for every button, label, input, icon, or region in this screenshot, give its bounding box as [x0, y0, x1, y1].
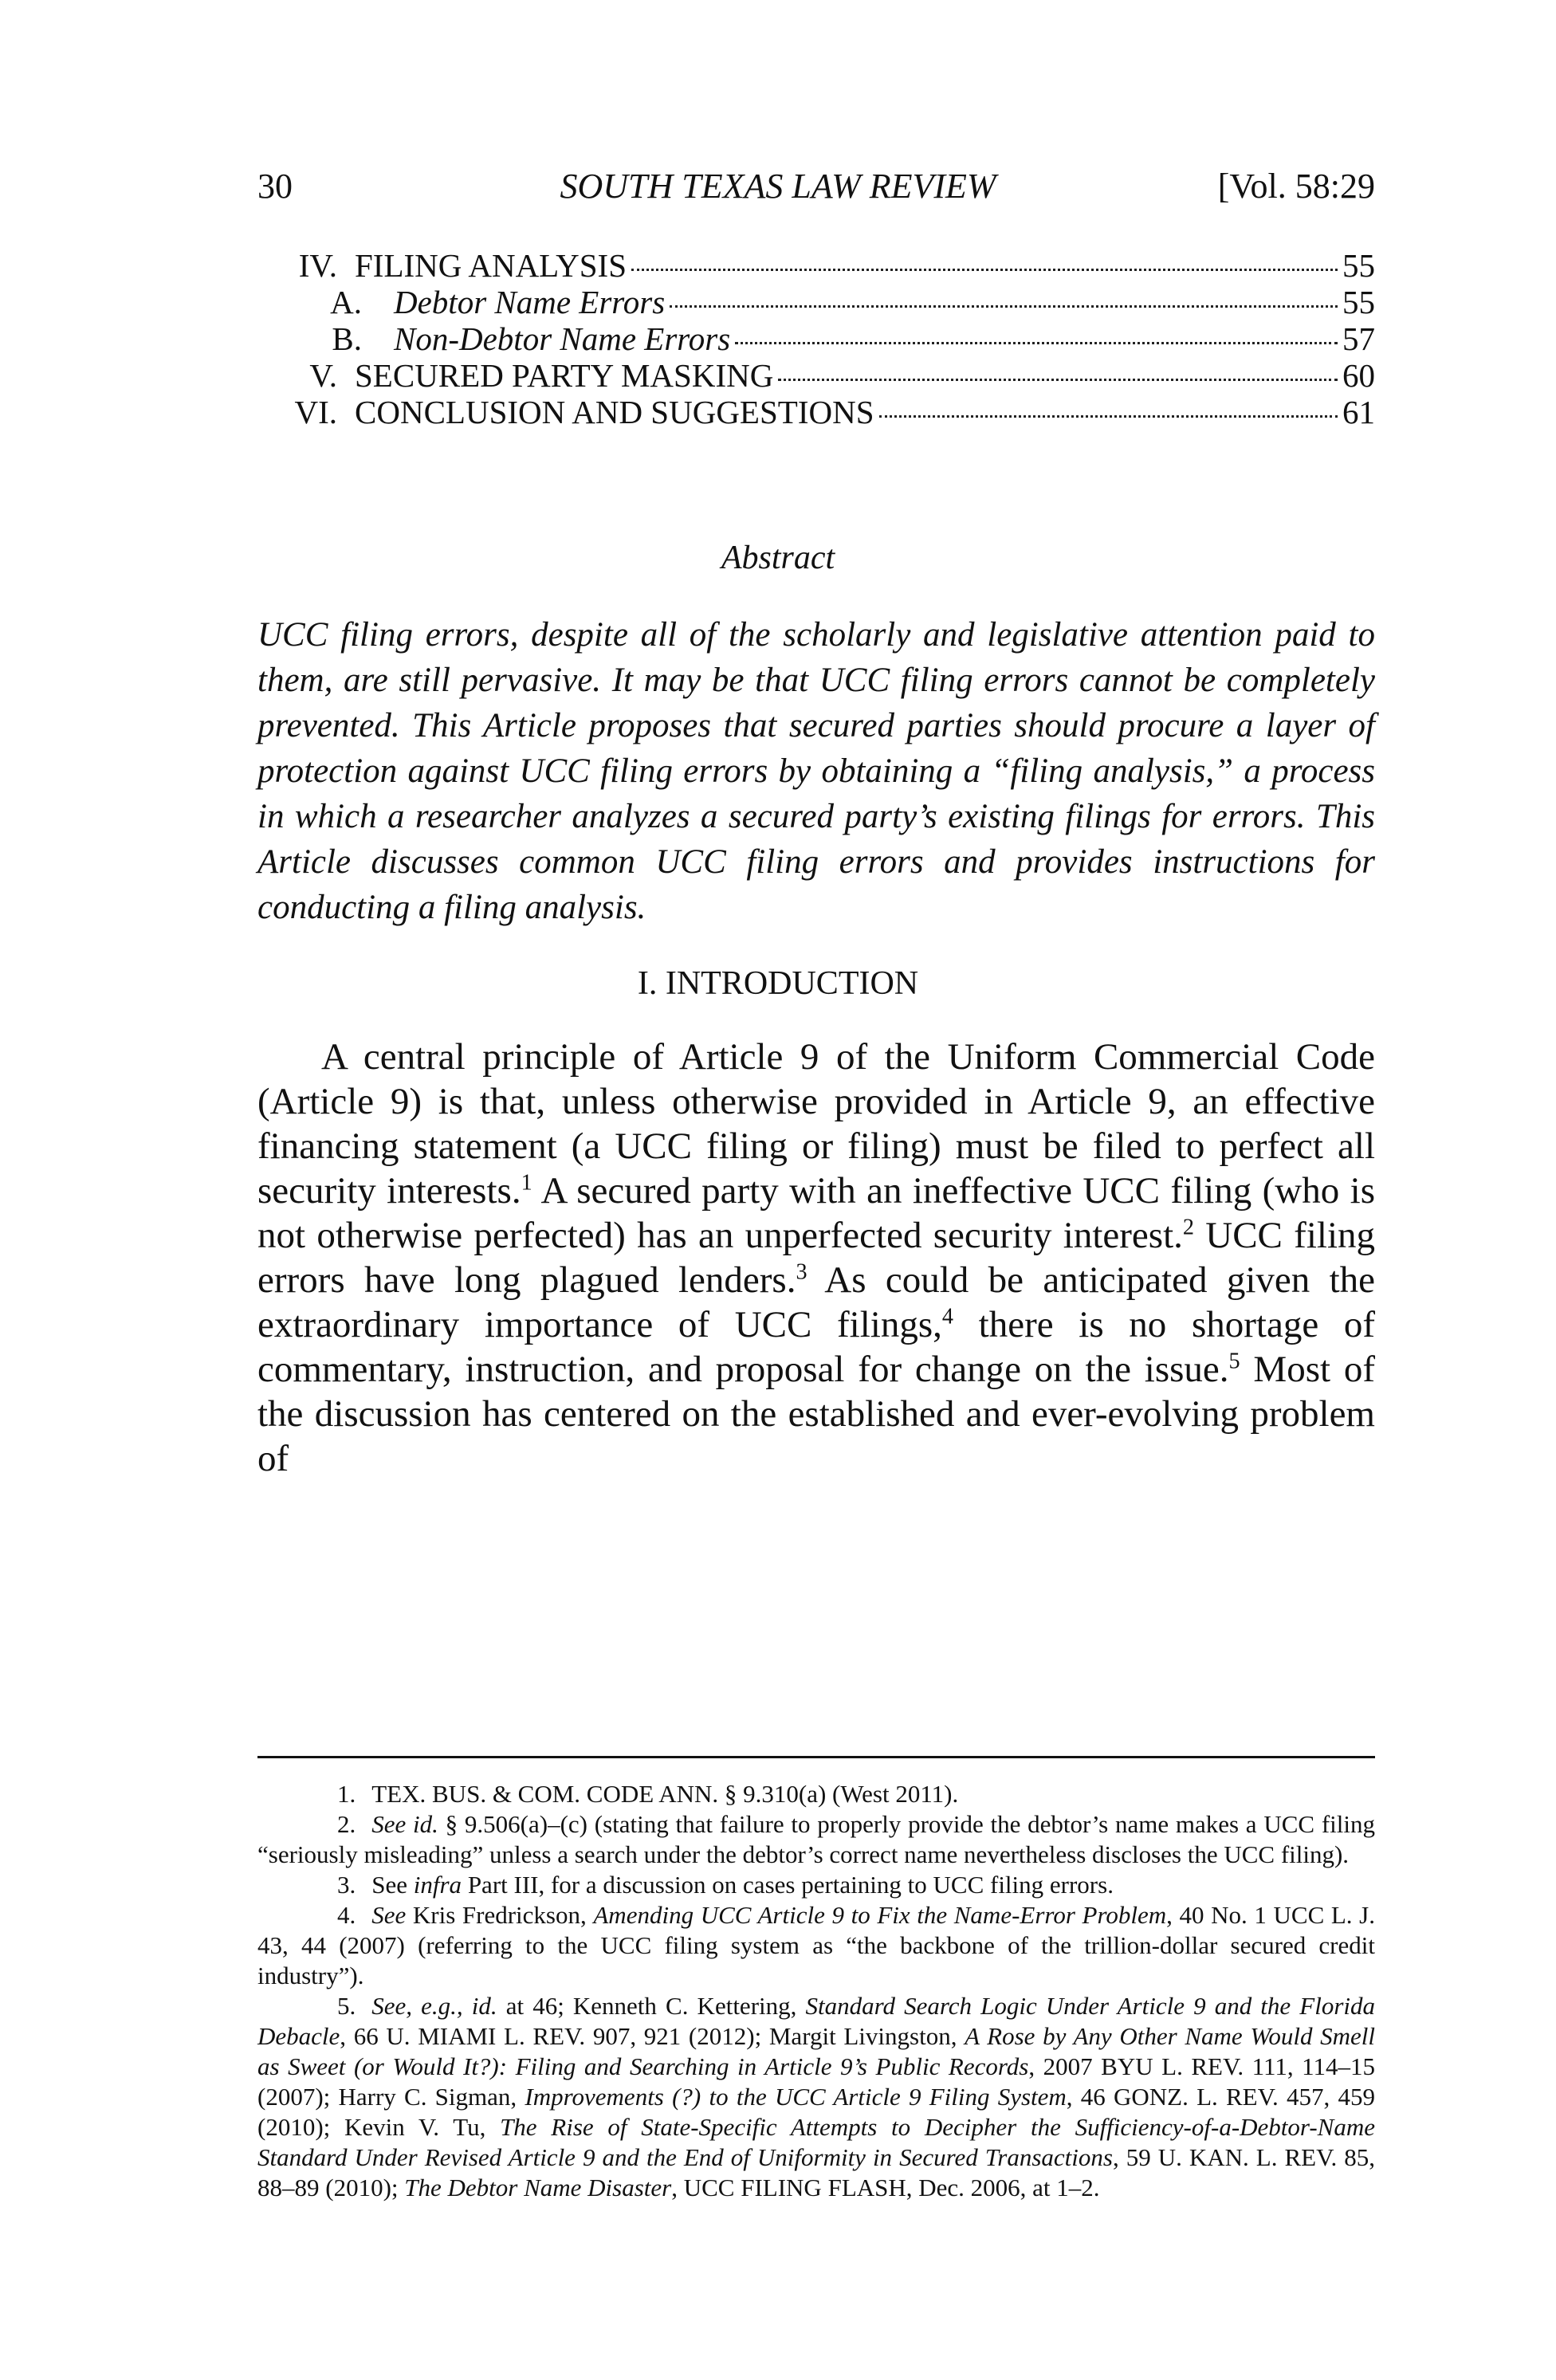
footnote-text: Kris Fredrickson, [406, 1901, 594, 1929]
toc-entry [257, 357, 1375, 394]
footnote-text: , 59 U. KAN. L. REV. 85, 88–89 (2010); [257, 2143, 1375, 2201]
page-number: 30 [257, 167, 293, 206]
section-heading-introduction: I. INTRODUCTION [637, 965, 919, 1002]
footnote-number: 4. [337, 1901, 356, 1929]
paragraph-text: Most of the discussion has centered on the established and ever-evolving problem of [257, 1349, 1376, 1479]
toc-entry-title: Debtor Name Errors [394, 284, 666, 320]
toc-entry-number: B. [332, 320, 362, 357]
paragraph-text: UCC filing errors have long plagued lenders. [257, 1215, 1376, 1301]
footnote-reference: 3 [796, 1259, 807, 1285]
footnote-text: Part III, for a discussion on cases pertaining to UCC filing errors. [462, 1871, 1114, 1899]
footnote-number: 1. [337, 1780, 356, 1808]
volume-citation: [Vol. 58:29 [1217, 167, 1375, 206]
paragraph-text: As could be anticipated given the extraordinary importance of UCC filings, [257, 1259, 1375, 1345]
footnote-text: See id. [371, 1810, 438, 1838]
toc-dot-leader [631, 269, 1338, 271]
footnote-number: 2. [337, 1810, 356, 1838]
footnotes [257, 1779, 1375, 2203]
footnote-text: The Rise of State-Specific Attempts to Decipher the Sufficiency-of-a-Debtor-Name Standard Under Revised Article 9 and the End of Uniformity in Secured Transactions [257, 2113, 1375, 2171]
introduction-paragraph [257, 1035, 1375, 1481]
footnote-number: 5. [337, 1992, 356, 2020]
footnote-text: , 40 No. 1 UCC L. J. 43, 44 (2007) (referring to the UCC filing system as “the backbone of the trillion-dollar secured credit industry”). [257, 1901, 1375, 1989]
toc-entry-page: 61 [1342, 394, 1375, 430]
paragraph-text: there is no shortage of commentary, instruction, and proposal for change on the issue. [257, 1304, 1376, 1390]
footnote [257, 1870, 1375, 1900]
toc-entry-title: Non-Debtor Name Errors [394, 320, 731, 357]
footnote [257, 1991, 1375, 2203]
toc-entry [257, 284, 1375, 320]
footnote-text: Improvements (?) to the UCC Article 9 Filing System [525, 2083, 1067, 2111]
toc-dot-leader [778, 379, 1338, 381]
running-header [0, 166, 1556, 210]
toc-entry-number: V. [309, 357, 337, 394]
toc-entry [257, 320, 1375, 357]
footnote-text: , 66 U. MIAMI L. REV. 907, 921 (2012); Margit Livingston, [340, 2022, 965, 2050]
footnote-text: , 46 GONZ. L. REV. 457, 459 (2010); Kevin V. Tu, [257, 2083, 1375, 2141]
footnote-text: See [371, 1901, 407, 1929]
footnote-reference: 5 [1228, 1349, 1240, 1374]
toc-entry-page: 60 [1342, 357, 1375, 394]
toc-dot-leader [670, 305, 1338, 308]
toc-entry-number: A. [330, 284, 362, 320]
footnote-text: See, e.g., id. [371, 1992, 497, 2020]
toc-entry-page: 57 [1342, 320, 1375, 357]
abstract-heading: Abstract [721, 540, 835, 576]
footnote-reference: 1 [521, 1170, 532, 1196]
toc-entry-page: 55 [1342, 247, 1375, 284]
footnote-divider [257, 1756, 1375, 1758]
toc-entry-title: CONCLUSION AND SUGGESTIONS [355, 394, 874, 430]
footnote-number: 3. [337, 1871, 356, 1899]
toc-dot-leader [879, 415, 1338, 418]
abstract-text: UCC filing errors, despite all of the scholarly and legislative attention paid to them, are still pervasive. It may be that UCC filing errors cannot be completely prevented. This Article proposes that secured parties should procure a layer of protection against UCC filing errors by obtaining a “filing analysis,” a process in which a researcher analyzes a secured party’s existing filings for errors. This Article discusses common UCC filing errors and provides instructions for conducting a filing analysis. [257, 616, 1375, 926]
toc-entry-number: VI. [294, 394, 337, 430]
footnote-text: See [371, 1871, 414, 1899]
toc-entry-page: 55 [1342, 284, 1375, 320]
footnote-text: A Rose by Any Other Name Would Smell as Sweet (or Would It?): Filing and Searching in Article 9’s Public Records [257, 2022, 1375, 2080]
footnote [257, 1900, 1375, 1991]
footnote [257, 1779, 1375, 1809]
footnote-text: infra [413, 1871, 462, 1899]
toc-entry-title: FILING ANALYSIS [355, 247, 627, 284]
footnote-text: TEX. BUS. & COM. CODE ANN. § 9.310(a) (West 2011). [371, 1780, 959, 1808]
toc-entry-number: IV. [298, 247, 337, 284]
toc-entry-title: SECURED PARTY MASKING [355, 357, 774, 394]
paragraph-text: A central principle of Article 9 of the Uniform Commercial Code (Article 9) is that, unless otherwise provided in Article 9, an effective financing statement (a UCC filing or filing) must be filed to perfect all security interests. [257, 1036, 1375, 1212]
paragraph-text: A secured party with an ineffective UCC filing (who is not otherwise perfected) has an unperfected security interest. [257, 1170, 1375, 1256]
footnote-text: , 2007 BYU L. REV. 111, 114–15 (2007); Harry C. Sigman, [257, 2052, 1375, 2111]
footnote-text: § 9.506(a)–(c) (stating that failure to properly provide the debtor’s name makes a UCC filing “seriously misleading” unless a search under the debtor’s correct name nevertheless discloses the UCC filing). [257, 1810, 1375, 1868]
journal-title: SOUTH TEXAS LAW REVIEW [560, 167, 996, 206]
footnote-text: Amending UCC Article 9 to Fix the Name-Error Problem [593, 1901, 1167, 1929]
footnote-reference: 4 [941, 1304, 953, 1329]
footnote-text: , UCC FILING FLASH, Dec. 2006, at 1–2. [671, 2174, 1100, 2201]
footnote-text: at 46; Kenneth C. Kettering, [497, 1992, 806, 2020]
footnote [257, 1809, 1375, 1870]
toc-dot-leader [735, 342, 1338, 344]
table-of-contents [257, 247, 1375, 430]
footnote-reference: 2 [1182, 1215, 1194, 1240]
toc-entry [257, 247, 1375, 284]
footnote-text: The Debtor Name Disaster [404, 2174, 672, 2201]
toc-entry [257, 394, 1375, 430]
footnote-text: Standard Search Logic Under Article 9 and the Florida Debacle [257, 1992, 1375, 2050]
